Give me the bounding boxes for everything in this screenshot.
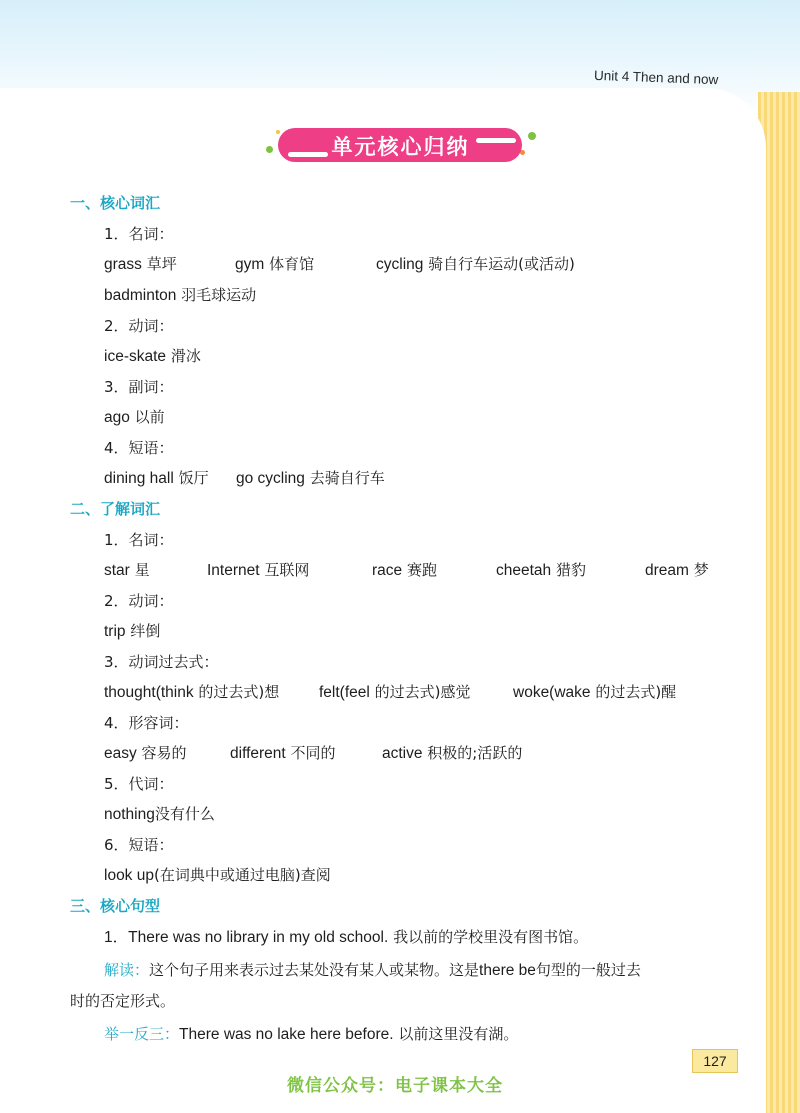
vocab-item: active 积极的;活跃的 [382,744,523,762]
section-heading-extra-vocab: 二、了解词汇 [70,500,161,518]
example-line: 举一反三：There was no lake here before. 以前这里没有湖。 [104,1025,519,1043]
subheading-pronouns: 5．代词： [104,775,174,793]
subheading-verbs: 2．动词： [104,592,174,610]
subheading-past-tense: 3．动词过去式： [104,653,219,671]
core-sentence: 1．There was no library in my old school. 我以前的学校里没有图书馆。 [104,928,589,946]
vocab-item: race 赛跑 [372,561,437,579]
vocab-item: go cycling 去骑自行车 [236,469,385,487]
vocab-item: Internet 互联网 [207,561,310,579]
unit-header: Unit 4 Then and now [593,67,719,88]
subheading-phrases: 6．短语： [104,836,174,854]
vocab-item: gym 体育馆 [235,255,315,273]
subheading-nouns: 1．名词： [104,531,174,549]
section-banner [258,126,543,168]
explanation-label: 解读： [104,961,150,979]
vocab-item: ago 以前 [104,408,165,426]
section-heading-core-sentences: 三、核心句型 [70,897,161,915]
vocab-item: star 星 [104,561,150,579]
subheading-adjectives: 4．形容词： [104,714,189,732]
explanation-line: 时的否定形式。 [70,992,176,1010]
vocab-item: grass 草坪 [104,255,177,273]
vocab-item: different 不同的 [230,744,336,762]
page-number: 127 [692,1049,738,1073]
section-heading-core-vocab: 一、核心词汇 [70,194,161,212]
vocab-item: felt(feel 的过去式)感觉 [319,683,471,701]
vocab-item: woke(wake 的过去式)醒 [513,683,677,701]
vocab-item: badminton 羽毛球运动 [104,286,257,304]
vocab-item: easy 容易的 [104,744,187,762]
vocab-item: cycling 骑自行车运动(或活动) [376,255,575,273]
example-label: 举一反三： [104,1025,180,1043]
vocab-item: look up(在词典中或通过电脑)查阅 [104,866,331,884]
subheading-adverbs: 3．副词： [104,378,174,396]
vocab-item: trip 绊倒 [104,622,161,640]
explanation-line: 解读：这个句子用来表示过去某处没有某人或某物。这是there be句型的一般过去 [104,961,641,979]
subheading-phrases: 4．短语： [104,439,174,457]
vocab-item: dining hall 饭厅 [104,469,209,487]
subheading-verbs: 2．动词： [104,317,174,335]
watermark-text: 微信公众号：电子课本大全 [287,1076,503,1096]
vocab-item: ice-skate 滑冰 [104,347,201,365]
vocab-item: nothing没有什么 [104,805,215,823]
banner-title: 单元核心归纳 [331,135,470,159]
vocab-item: dream 梦 [645,561,709,579]
vocab-item: thought(think 的过去式)想 [104,683,280,701]
subheading-nouns: 1．名词： [104,225,174,243]
vocab-item: cheetah 猎豹 [496,561,586,579]
